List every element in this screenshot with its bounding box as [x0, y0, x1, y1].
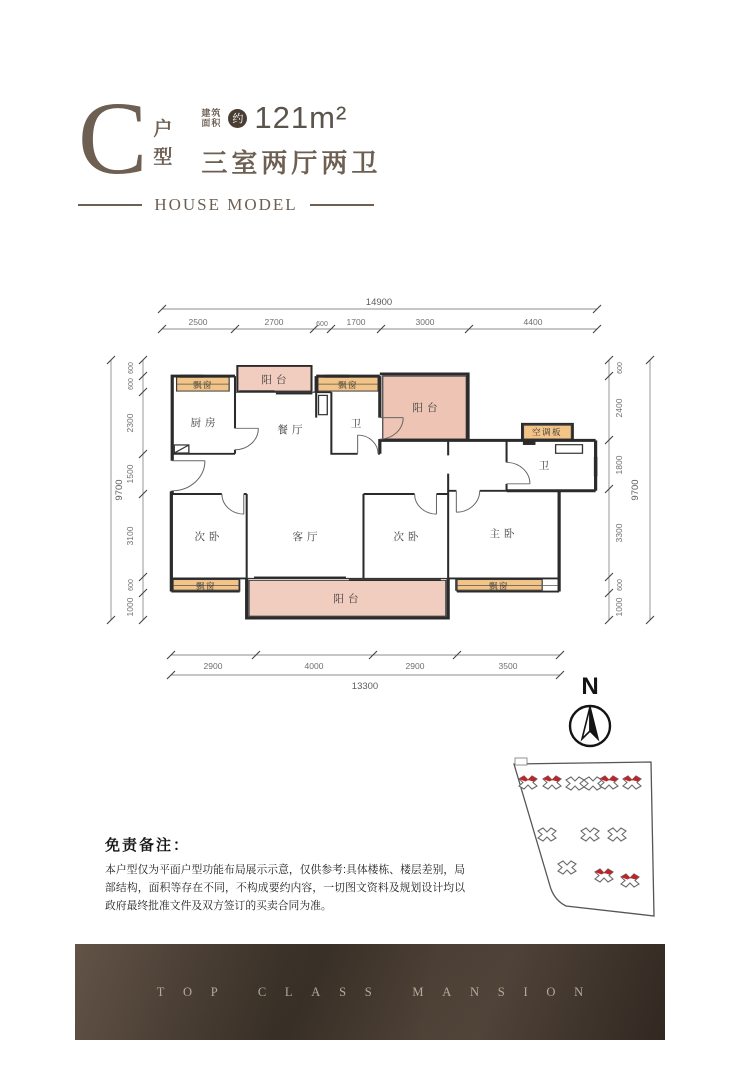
- dim-top-seg4: 1700: [346, 317, 366, 327]
- dim-left-seg3: 2300: [125, 413, 135, 433]
- site-map: [452, 748, 687, 943]
- footer-banner: [75, 944, 665, 1040]
- area-label-line1: 建筑: [201, 107, 222, 118]
- dim-right-seg2: 2400: [614, 398, 624, 418]
- dim-right-seg6: 1000: [614, 597, 624, 617]
- footer-banner-text: TOP CLASS MANSION: [156, 984, 602, 999]
- disclaimer-title: 免责备注：: [105, 837, 191, 854]
- dim-left-seg1: 600: [128, 362, 135, 374]
- subtitle-row: [78, 195, 374, 215]
- plan-drawing: [171, 366, 597, 618]
- dimension-labels-bottom: [204, 661, 518, 692]
- bay-window-glazing: [174, 384, 558, 586]
- dim-left-seg2: 600: [128, 378, 135, 390]
- room-label-kitchen: 厨房: [190, 417, 220, 429]
- area-label: [201, 108, 221, 129]
- dim-top-seg3: 600: [316, 321, 328, 328]
- room-label-ac-board: 空调板: [531, 427, 563, 437]
- dimension-labels-left: [114, 362, 135, 616]
- room-label-balcony-right: 阳台: [412, 402, 442, 414]
- site-gate: [515, 758, 527, 765]
- dim-right-seg3: 1800: [614, 455, 624, 475]
- dim-left-seg6: 600: [128, 579, 135, 591]
- door-swings: [172, 418, 530, 514]
- dim-left-total: 9700: [114, 479, 125, 501]
- dim-right-total: 9700: [630, 479, 641, 501]
- approx-badge: 约: [228, 109, 247, 128]
- room-label-balcony-bottom: 阳台: [333, 593, 363, 605]
- dim-left-seg5: 3100: [125, 526, 135, 546]
- north-compass: [552, 668, 628, 760]
- dim-top-seg5: 3000: [415, 317, 435, 327]
- dim-right-seg5: 600: [617, 579, 624, 591]
- dim-right-seg1: 600: [617, 362, 624, 374]
- dim-bottom-total: 13300: [351, 681, 379, 692]
- room-label-dining: 餐厅: [277, 424, 307, 436]
- dim-left-seg4: 1500: [125, 464, 135, 484]
- dim-right-seg4: 3300: [614, 523, 624, 543]
- dimension-labels-top: [189, 297, 543, 328]
- dim-bottom-seg1: 2900: [203, 661, 223, 671]
- subtitle-rule-right: [310, 204, 374, 206]
- dim-bottom-seg2: 4000: [304, 661, 324, 671]
- dim-top-total: 14900: [365, 297, 393, 308]
- compass-needle-right: [590, 707, 598, 739]
- dimension-labels-right: [614, 362, 641, 616]
- dim-bottom-seg3: 2900: [405, 661, 425, 671]
- subtitle: HOUSE MODEL: [154, 195, 298, 215]
- room-label-living: 客厅: [292, 531, 322, 543]
- subtitle-rule-left: [78, 204, 142, 206]
- dim-bottom-seg4: 3500: [498, 661, 518, 671]
- unit-type-letter: C: [78, 81, 148, 196]
- disclaimer: [105, 834, 465, 915]
- layout-summary: 三室两厅两卫: [201, 148, 382, 178]
- unit-type-suffix-char2: 型: [153, 146, 174, 168]
- room-label-bay-master: 飘窗: [488, 581, 510, 591]
- room-label-bedroom1: 次卧: [194, 531, 224, 543]
- room-label-balcony-top: 阳台: [261, 374, 291, 386]
- disclaimer-body: 本户型仅为平面户型功能布局展示示意，仅供参考:具体楼栋、楼层差别，局部结构，面积等存在不同，不构成要约内容，一切图文资料及规划设计均以政府最终批准文件及双方签订的买卖合同为准。: [105, 864, 465, 912]
- room-label-bay-bedroom: 飘窗: [195, 581, 217, 591]
- dim-top-seg6: 4400: [523, 317, 543, 327]
- room-label-bay-kitchen: 飘窗: [192, 380, 214, 390]
- unit-type-suffix: [153, 116, 173, 171]
- compass-north-label: N: [581, 673, 599, 700]
- dim-left-seg7: 1000: [125, 597, 135, 617]
- room-label-master: 主卧: [489, 528, 519, 540]
- room-label-bath1: 卫: [350, 418, 362, 430]
- area-label-line2: 面积: [201, 118, 222, 128]
- dim-top-seg1: 2500: [188, 317, 208, 327]
- room-label-bedroom2: 次卧: [393, 531, 423, 543]
- area-value: 121m²: [254, 100, 348, 135]
- floor-plan: [95, 293, 665, 698]
- compass-needle-left: [582, 707, 590, 739]
- dim-top-seg2: 2700: [264, 317, 284, 327]
- room-label-bath2: 卫: [538, 460, 550, 472]
- unit-type-suffix-char1: 户: [153, 119, 174, 140]
- header: [78, 81, 382, 215]
- room-label-bay-bath: 飘窗: [337, 380, 359, 390]
